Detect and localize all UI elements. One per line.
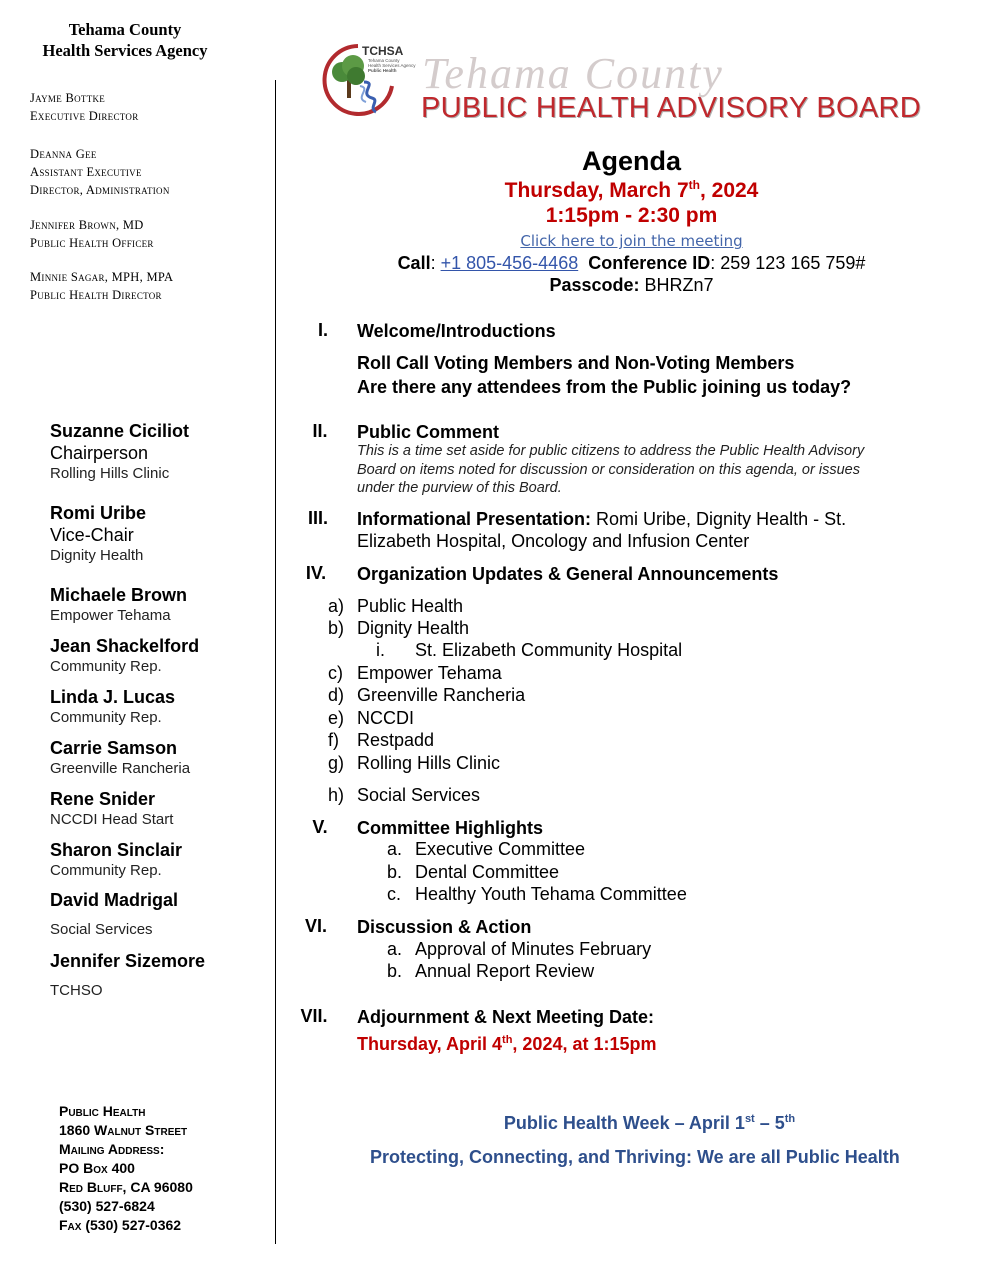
logo-sub-line: Health Services Agency: [368, 63, 416, 68]
address-line: Mailing Address:: [59, 1141, 165, 1157]
staff-title: Executive Director: [30, 109, 139, 123]
staff-title: Public Health Director: [30, 288, 162, 302]
presentation-text: Romi Uribe, Dignity Health - St.: [591, 509, 847, 529]
board-member: [50, 502, 146, 565]
sub-item-text: Approval of Minutes February: [415, 939, 652, 959]
next-meeting-suffix: th: [502, 1034, 513, 1046]
member-name: Suzanne Ciciliot: [50, 421, 190, 441]
sub-item-label: d): [328, 685, 345, 705]
board-member: [50, 889, 178, 939]
join-meeting-link[interactable]: Click here to join the meeting: [520, 232, 743, 250]
call-label: Call: [397, 253, 431, 273]
logo-abbr: TCHSA: [362, 44, 404, 58]
member-name: Romi Uribe: [50, 503, 147, 523]
member-role: Vice-Chair: [50, 525, 134, 545]
item-title: Public Comment: [357, 422, 500, 442]
staff-name: Minnie Sagar, MPH, MPA: [30, 270, 174, 284]
board-title: PUBLIC HEALTH ADVISORY BOARD: [421, 92, 921, 124]
item-number: VI.: [304, 916, 327, 936]
public-health-week: [276, 1113, 987, 1134]
sub-item-label: b): [328, 618, 345, 638]
item-title: [357, 508, 846, 530]
mailing-address: [59, 1102, 193, 1235]
staff-entry: [30, 216, 154, 252]
phw-suffix: th: [784, 1113, 796, 1125]
address-line: Fax (530) 527-0362: [59, 1217, 182, 1233]
board-member: [50, 788, 173, 829]
address-line: Public Health: [59, 1103, 146, 1119]
address-line: 1860 Walnut Street: [59, 1122, 188, 1138]
member-org: Community Rep.: [50, 658, 162, 675]
phw-tagline: Protecting, Connecting, and Thriving: We are all Public Health: [370, 1147, 900, 1167]
meeting-date-suffix: th: [688, 178, 700, 192]
sub-item-text: Greenville Rancheria: [357, 685, 526, 705]
staff-title: Public Health Officer: [30, 236, 154, 250]
member-org: Community Rep.: [50, 862, 162, 879]
member-role: Chairperson: [50, 443, 149, 463]
sub-item-text: Dental Committee: [415, 862, 560, 882]
sub-item-label: a): [328, 596, 345, 616]
member-org: Greenville Rancheria: [50, 760, 191, 777]
member-org: TCHSO: [50, 982, 103, 999]
sub-item-label: b.: [387, 862, 403, 882]
meeting-date: [276, 178, 987, 203]
item-number: III.: [307, 508, 328, 528]
sub-item-text: NCCDI: [357, 708, 414, 728]
staff-title: Director, Administration: [30, 183, 170, 197]
sub-item-text: Executive Committee: [415, 839, 586, 859]
address-line: PO Box 400: [59, 1160, 135, 1176]
member-name: Jennifer Sizemore: [50, 951, 206, 971]
member-name: Michaele Brown: [50, 585, 188, 605]
member-name: Rene Snider: [50, 789, 156, 809]
passcode-value: BHRZn7: [644, 275, 714, 295]
note-line: Board on items noted for discussion or consideration on this agenda, or issues: [357, 461, 860, 478]
board-member: [50, 686, 175, 727]
agenda-title: Agenda: [581, 146, 681, 176]
conference-id: : 259 123 165 759#: [710, 253, 866, 273]
sub-item-label: a.: [387, 839, 403, 859]
next-meeting-text: Thursday, April 4: [357, 1034, 503, 1054]
sub-item-label: f): [328, 730, 339, 750]
sub-item-label: h): [328, 785, 345, 805]
note-line: under the purview of this Board.: [357, 480, 562, 496]
sub-item-label: c): [328, 663, 343, 683]
public-comment-note: [357, 442, 864, 498]
sub-item-text: Healthy Youth Tehama Committee: [415, 884, 687, 904]
sub-item-text: Annual Report Review: [415, 961, 595, 981]
sub-sub-item-text: St. Elizabeth Community Hospital: [415, 640, 683, 660]
agency-name: [0, 19, 250, 61]
member-org: Social Services: [50, 921, 153, 938]
item-detail: Are there any attendees from the Public joining us today?: [357, 377, 852, 397]
item-title: Adjournment & Next Meeting Date:: [357, 1007, 655, 1027]
conference-label: Conference ID: [588, 253, 711, 273]
phw-text-end: – 5: [754, 1113, 785, 1133]
sub-item-label: a.: [387, 939, 403, 959]
logo-sub-line: Public Health: [368, 68, 397, 73]
board-member: [50, 737, 190, 778]
sub-item-text: Restpadd: [357, 730, 435, 750]
staff-name: Jayme Bottke: [30, 91, 106, 105]
item-number: I.: [317, 320, 328, 340]
member-name: Jean Shackelford: [50, 636, 200, 656]
member-name: Linda J. Lucas: [50, 687, 176, 707]
phw-text: Public Health Week – April 1: [503, 1113, 745, 1133]
sub-sub-item-label: i.: [376, 640, 385, 660]
member-org: Rolling Hills Clinic: [50, 465, 170, 482]
passcode-label: Passcode:: [549, 275, 640, 295]
item-detail: Elizabeth Hospital, Oncology and Infusion Center: [357, 531, 750, 551]
sub-item-text: Dignity Health: [357, 618, 470, 638]
board-member: [50, 839, 182, 880]
board-member: [50, 420, 189, 483]
member-name: David Madrigal: [50, 890, 179, 910]
agency-name-line2: Health Services Agency: [42, 41, 208, 60]
sub-item-label: b.: [387, 961, 403, 981]
meeting-date-text: Thursday, March 7: [504, 179, 689, 202]
item-title: Welcome/Introductions: [357, 321, 556, 341]
item-number: V.: [312, 817, 328, 837]
county-watermark-title: Tehama County: [422, 49, 724, 98]
meeting-date-year: , 2024: [699, 179, 759, 202]
board-member: [50, 635, 199, 676]
agency-name-line1: Tehama County: [68, 20, 182, 39]
call-info: Call: +1 805-456-4468 Conference ID: 259 123 165 759#: [397, 253, 866, 273]
item-detail: Roll Call Voting Members and Non-Voting Members: [357, 353, 795, 373]
board-member: [50, 584, 187, 625]
sub-item-label: g): [328, 753, 345, 773]
staff-name: Jennifer Brown, MD: [30, 218, 144, 232]
address-line: (530) 527-6824: [59, 1198, 155, 1214]
item-number: VII.: [300, 1006, 328, 1026]
sub-item-label: c.: [387, 884, 402, 904]
staff-title: Assistant Executive: [30, 165, 142, 179]
member-org: Community Rep.: [50, 709, 162, 726]
sub-item-text: Empower Tehama: [357, 663, 502, 683]
item-title: Discussion & Action: [357, 917, 532, 937]
board-member: [50, 950, 205, 1000]
item-title: Committee Highlights: [357, 818, 544, 838]
passcode-info: [276, 275, 987, 296]
member-name: Sharon Sinclair: [50, 840, 183, 860]
sub-item-text: Social Services: [357, 785, 481, 805]
staff-entry: [30, 268, 173, 304]
meeting-time: 1:15pm - 2:30 pm: [545, 204, 718, 227]
phone-link[interactable]: +1 805-456-4468: [440, 253, 579, 273]
logo-sub-line: Tehama County: [368, 58, 400, 63]
member-org: Empower Tehama: [50, 607, 171, 624]
member-name: Carrie Samson: [50, 738, 178, 758]
staff-name: Deanna Gee: [30, 147, 97, 161]
item-title: Organization Updates & General Announcements: [357, 564, 779, 584]
note-line: This is a time set aside for public citizens to address the Public Health Advisory: [357, 443, 865, 459]
next-meeting-year: , 2024, at 1:15pm: [512, 1034, 657, 1054]
member-org: Dignity Health: [50, 547, 144, 564]
sub-item-text: Public Health: [357, 596, 464, 616]
presentation-label: Informational Presentation:: [357, 509, 592, 529]
staff-entry: [30, 145, 170, 199]
item-number: II.: [312, 421, 328, 441]
next-meeting-date: [357, 1029, 657, 1055]
address-line: Red Bluff, CA 96080: [59, 1179, 193, 1195]
sub-item-label: e): [328, 708, 345, 728]
staff-entry: [30, 89, 139, 125]
phw-suffix: st: [744, 1113, 755, 1125]
logo-subtitle: [368, 58, 416, 73]
member-org: NCCDI Head Start: [50, 811, 174, 828]
sub-item-text: Rolling Hills Clinic: [357, 753, 501, 773]
item-number: IV.: [305, 563, 327, 583]
